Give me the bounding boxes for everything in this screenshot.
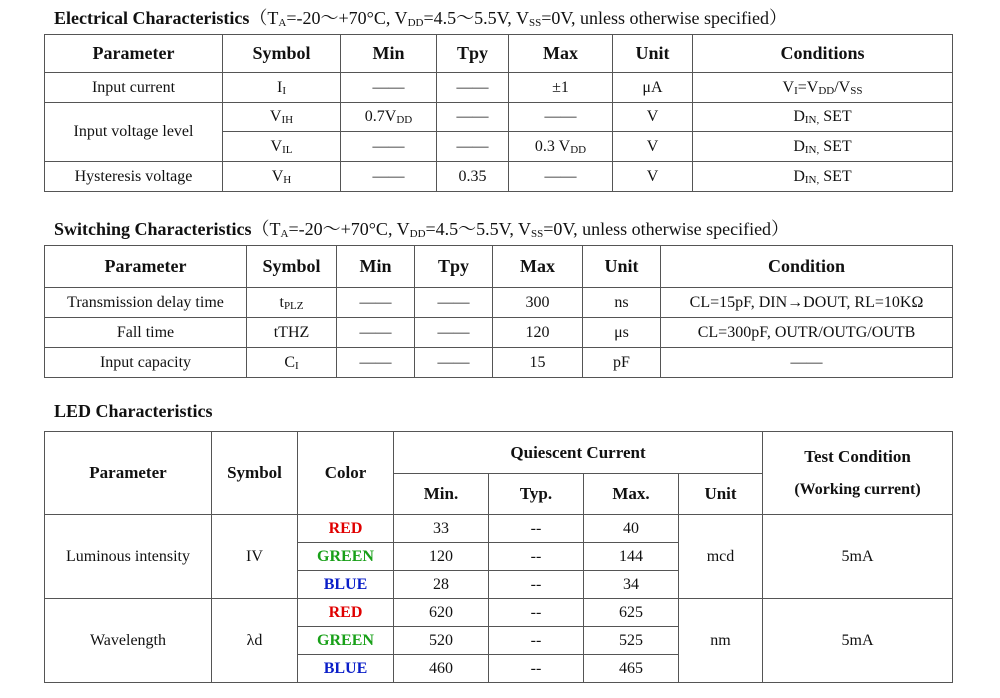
cell-symbol: tTHZ [247, 318, 337, 348]
table-row [45, 599, 953, 627]
cell-condition: $D_{IN,}$ SET [693, 132, 953, 162]
cell-unit: V [613, 132, 693, 162]
cell-color-blue: BLUE [298, 571, 394, 599]
table-row [45, 162, 953, 192]
cell-param: Hysteresis voltage [45, 162, 223, 192]
header-test-condition [763, 432, 953, 515]
cell-min: 120 [394, 543, 489, 571]
cell-param: Luminous intensity [45, 515, 212, 599]
cell-color-blue: BLUE [298, 655, 394, 683]
cell-param: Transmission delay time [45, 288, 247, 318]
cell-param: Input current [45, 73, 223, 103]
cell-symbol: $C_I$ [247, 348, 337, 378]
cell-test: 5mA [763, 599, 953, 683]
cell-unit: pF [583, 348, 661, 378]
header-symbol: Symbol [247, 246, 337, 288]
header-unit: Unit [679, 474, 763, 515]
header-max: Max [493, 246, 583, 288]
header-min: Min [337, 246, 415, 288]
led-table [44, 431, 953, 683]
table-row [45, 288, 953, 318]
cell-color-red: RED [298, 515, 394, 543]
cell-param: Input capacity [45, 348, 247, 378]
cell-min: —— [341, 73, 437, 103]
cell-max: 625 [584, 599, 679, 627]
header-conditions: Conditions [693, 35, 953, 73]
cell-max: 34 [584, 571, 679, 599]
header-max: Max [509, 35, 613, 73]
header-max: Max. [584, 474, 679, 515]
cell-max: 300 [493, 288, 583, 318]
cell-typ: —— [437, 73, 509, 103]
cell-condition: CL=300pF, OUTR/OUTG/OUTB [661, 318, 953, 348]
table-row [45, 348, 953, 378]
cell-min: $0.7V_{DD}$ [341, 103, 437, 132]
cell-max: —— [509, 162, 613, 192]
table-row [45, 73, 953, 103]
electrical-title: Electrical Characteristics [54, 8, 250, 28]
cell-min: 460 [394, 655, 489, 683]
cell-max: 0.3 $V_{DD}$ [509, 132, 613, 162]
cell-unit: ns [583, 288, 661, 318]
cell-param: Input voltage level [45, 103, 223, 162]
cell-min: —— [337, 288, 415, 318]
header-typ: Typ. [489, 474, 584, 515]
test-condition-label: Test Condition [804, 447, 911, 466]
cell-symbol: $I_I$ [223, 73, 341, 103]
cell-condition: —— [661, 348, 953, 378]
cell-condition: CL=15pF, DIN→DOUT, RL=10KΩ [661, 288, 953, 318]
cell-max: ±1 [509, 73, 613, 103]
cell-color-green: GREEN [298, 627, 394, 655]
cell-param: Wavelength [45, 599, 212, 683]
cell-typ: -- [489, 655, 584, 683]
cell-min: —— [341, 162, 437, 192]
cell-symbol: IV [212, 515, 298, 599]
header-color: Color [298, 432, 394, 515]
cell-min: 33 [394, 515, 489, 543]
cell-symbol: λd [212, 599, 298, 683]
cell-symbol: $V_{IH}$ [223, 103, 341, 132]
cell-color-red: RED [298, 599, 394, 627]
cell-unit: nm [679, 599, 763, 683]
header-condition: Condition [661, 246, 953, 288]
cell-condition: $D_{IN,}$ SET [693, 162, 953, 192]
table-row [45, 515, 953, 543]
header-symbol: Symbol [223, 35, 341, 73]
cell-min: 520 [394, 627, 489, 655]
cell-max: 144 [584, 543, 679, 571]
cell-typ: -- [489, 627, 584, 655]
table-row [45, 103, 953, 132]
cell-typ: -- [489, 543, 584, 571]
cell-symbol: $V_H$ [223, 162, 341, 192]
header-typ: Tpy [415, 246, 493, 288]
cell-typ: -- [489, 515, 584, 543]
cell-max: 525 [584, 627, 679, 655]
switching-heading [54, 215, 789, 241]
switching-title: Switching Characteristics [54, 219, 252, 239]
cell-unit: μs [583, 318, 661, 348]
cell-test: 5mA [763, 515, 953, 599]
cell-symbol: $V_{IL}$ [223, 132, 341, 162]
cell-param: Fall time [45, 318, 247, 348]
cell-min: 620 [394, 599, 489, 627]
cell-condition: $D_{IN,}$ SET [693, 103, 953, 132]
cell-unit: mcd [679, 515, 763, 599]
table-header-row [45, 35, 953, 73]
cell-typ: -- [489, 571, 584, 599]
cell-typ: —— [415, 348, 493, 378]
header-typ: Tpy [437, 35, 509, 73]
header-quiescent-current: Quiescent Current [394, 432, 763, 474]
cell-max: 465 [584, 655, 679, 683]
cell-typ: —— [415, 318, 493, 348]
cell-max: 40 [584, 515, 679, 543]
header-symbol: Symbol [212, 432, 298, 515]
cell-max: 120 [493, 318, 583, 348]
cell-typ: —— [415, 288, 493, 318]
electrical-table [44, 34, 953, 192]
header-parameter: Parameter [45, 35, 223, 73]
working-current-label: (Working current) [794, 481, 921, 498]
cell-typ: -- [489, 599, 584, 627]
cell-unit: V [613, 103, 693, 132]
cell-typ: —— [437, 103, 509, 132]
cell-min: 28 [394, 571, 489, 599]
cell-condition: $V_I=V_{DD}/V_{SS}$ [693, 73, 953, 103]
cell-unit: V [613, 162, 693, 192]
header-min: Min. [394, 474, 489, 515]
electrical-conditions: （$T_A=-20\sim+70^\circ C$, $V_{DD}=4.5\sim 5.5V$, $V_{SS}=0V$, unless otherwise specified） [249, 8, 787, 29]
cell-min: —— [337, 318, 415, 348]
cell-color-green: GREEN [298, 543, 394, 571]
switching-table [44, 245, 953, 378]
table-header-row [45, 246, 953, 288]
led-title: LED Characteristics [54, 401, 213, 421]
header-parameter: Parameter [45, 246, 247, 288]
cell-max: —— [509, 103, 613, 132]
header-unit: Unit [583, 246, 661, 288]
cell-unit: μA [613, 73, 693, 103]
cell-min: —— [337, 348, 415, 378]
header-min: Min [341, 35, 437, 73]
table-header-row [45, 432, 953, 474]
header-unit: Unit [613, 35, 693, 73]
cell-typ: —— [437, 132, 509, 162]
switching-conditions: （$T_A=-20\sim+70^\circ C$, $V_{DD}=4.5\sim 5.5V$, $V_{SS}=0V$, unless otherwise specified） [251, 219, 790, 240]
cell-typ: 0.35 [437, 162, 509, 192]
header-parameter: Parameter [45, 432, 212, 515]
cell-max: 15 [493, 348, 583, 378]
cell-min: —— [341, 132, 437, 162]
table-row [45, 318, 953, 348]
led-heading [54, 401, 212, 422]
electrical-heading [54, 4, 787, 30]
cell-symbol: $t_{PLZ}$ [247, 288, 337, 318]
